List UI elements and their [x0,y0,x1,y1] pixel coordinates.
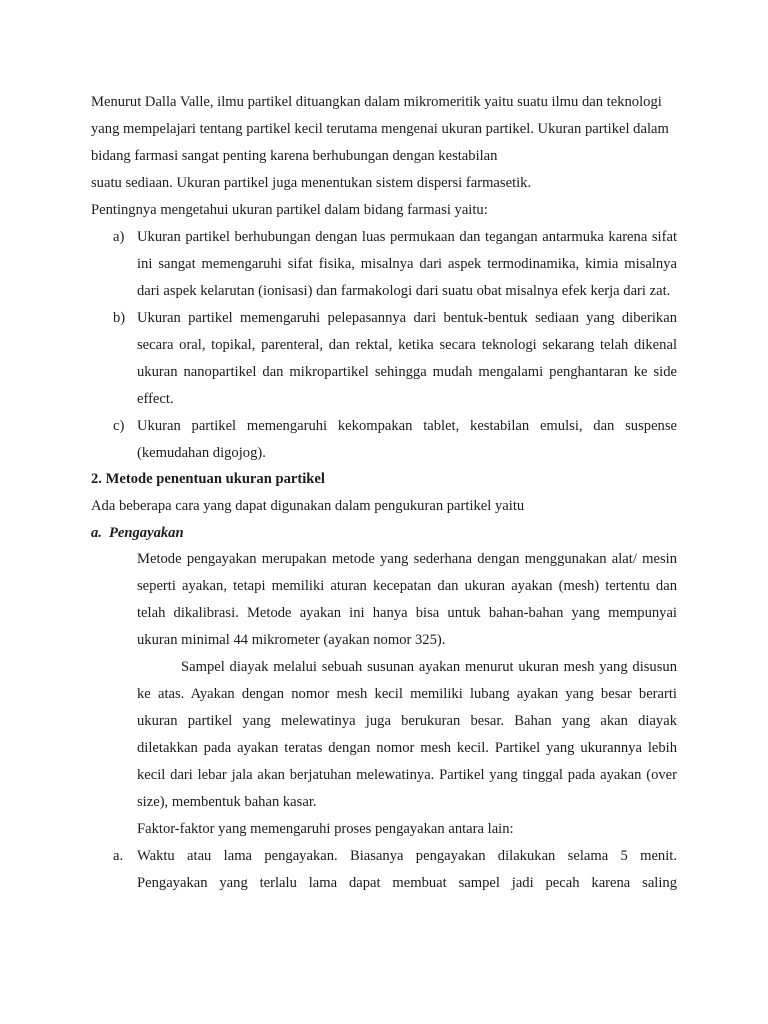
list-marker-a: a) [113,229,125,245]
intro-line-5: Pentingnya mengetahui ukuran partikel dalam bidang farmasi yaitu: [91,202,488,218]
p2-line-2: ke atas. Ayakan dengan nomor mesh kecil memiliki lubang ayakan yang besar berarti [137,686,677,702]
list-c-line-2: (kemudahan digojog). [137,445,266,461]
list-b-line-3: ukuran nanopartikel dan mikropartikel sehingga mudah mengalami penghantaran ke side [137,364,677,380]
list-b-line-2: secara oral, topikal, parenteral, dan rektal, ketika secara teknologi sekarang telah dikenal [137,337,677,353]
intro-line-4: suatu sediaan. Ukuran partikel juga menentukan sistem dispersi farmasetik. [91,175,532,191]
list-a-line-1: Ukuran partikel berhubungan dengan luas permukaan dan tegangan antarmuka karena sifat [137,229,677,245]
intro-line-1: Menurut Dalla Valle, ilmu partikel dituangkan dalam mikromeritik yaitu suatu ilmu dan teknologi [91,94,662,110]
section-heading: 2. Metode penentuan ukuran partikel [91,471,325,487]
factors-intro: Faktor-faktor yang memengaruhi proses pengayakan antara lain: [137,821,514,837]
p2-line-6: size), membentuk bahan kasar. [137,794,317,810]
factor-a-line-1: Waktu atau lama pengayakan. Biasanya pengayakan dilakukan selama 5 menit. [137,848,677,864]
list-a-line-3: dari aspek kelarutan (ionisasi) dan farmakologi dari suatu obat misalnya efek kerja dari zat. [137,283,671,299]
p2-line-1: Sampel diayak melalui sebuah susunan ayakan menurut ukuran mesh yang disusun [181,659,677,675]
p1-line-3: telah dikalibrasi. Metode ayakan ini hanya bisa untuk bahan-bahan yang mempunyai [137,605,677,621]
p2-line-3: ukuran partikel yang melewatinya juga berukuran besar. Bahan yang akan diayak [137,713,677,729]
factor-marker-a: a. [113,848,124,864]
list-marker-c: c) [113,418,125,434]
intro-line-2: yang mempelajari tentang partikel kecil terutama mengenai ukuran partikel. Ukuran partikel dalam [91,121,669,137]
list-a-line-2: ini sangat memengaruhi sifat fisika, misalnya dari aspek termodinamika, kimia misalnya [137,256,677,272]
p2-line-5: kecil dari lebar jala akan berjatuhan melewatinya. Partikel yang tinggal pada ayakan (over [137,767,677,783]
section-intro: Ada beberapa cara yang dapat digunakan dalam pengukuran partikel yaitu [91,498,525,514]
p1-line-4: ukuran minimal 44 mikrometer (ayakan nomor 325). [137,632,446,648]
intro-line-3: bidang farmasi sangat penting karena berhubungan dengan kestabilan [91,148,498,164]
subsection-marker: a. [91,525,102,541]
p2-line-4: diletakkan pada ayakan teratas dengan nomor mesh kecil. Partikel yang ukurannya lebih [137,740,677,756]
subsection-title: Pengayakan [109,525,184,541]
list-marker-b: b) [113,310,126,326]
list-b-line-1: Ukuran partikel memengaruhi pelepasannya dari bentuk-bentuk sediaan yang diberikan [137,310,677,326]
list-c-line-1: Ukuran partikel memengaruhi kekompakan tablet, kestabilan emulsi, dan suspense [137,418,677,434]
factor-a-line-2: Pengayakan yang terlalu lama dapat membuat sampel jadi pecah karena saling [137,875,677,891]
list-b-line-4: effect. [137,391,174,407]
p1-line-2: seperti ayakan, tetapi memiliki aturan kecepatan dan ukuran ayakan (mesh) tertentu dan [137,578,677,594]
p1-line-1: Metode pengayakan merupakan metode yang sederhana dengan menggunakan alat/ mesin [137,551,677,567]
